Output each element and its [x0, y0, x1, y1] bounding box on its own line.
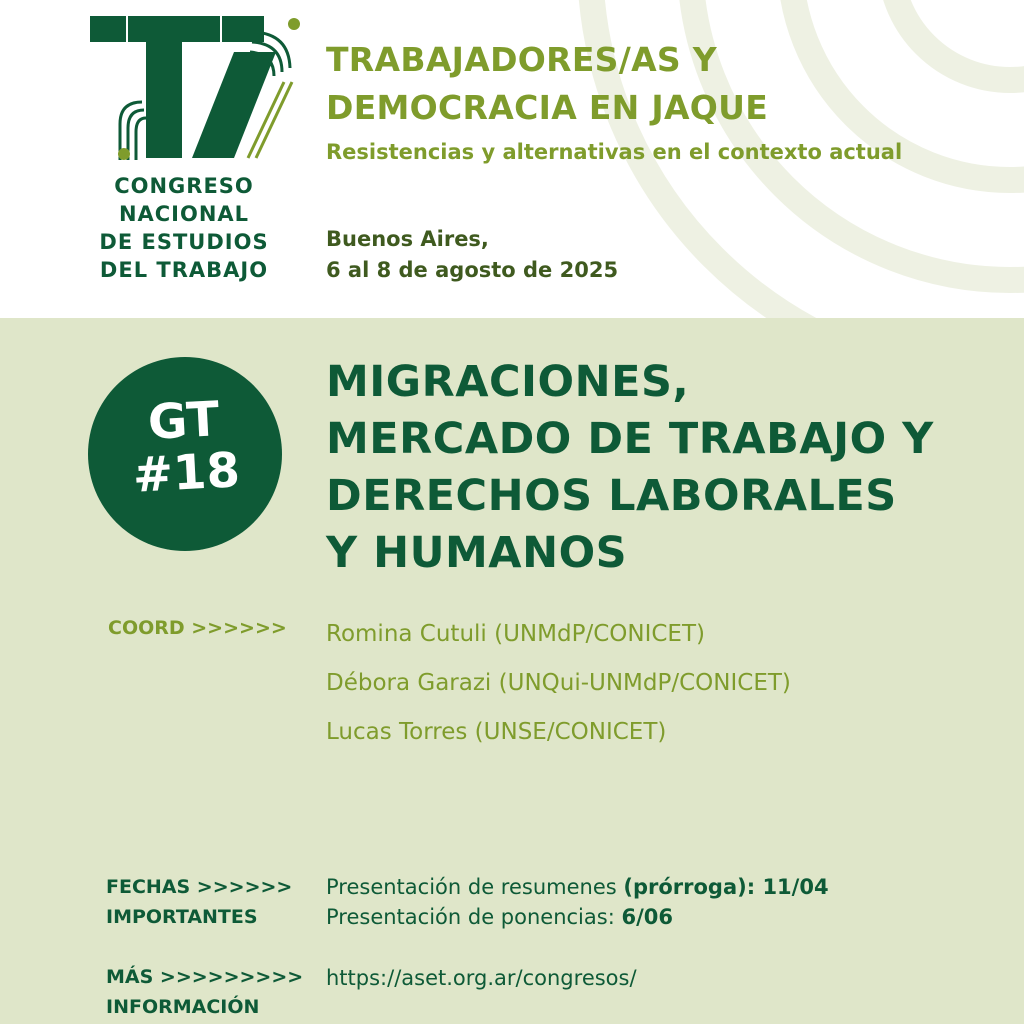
congress-subtitle: Resistencias y alternativas en el contexto actual: [326, 140, 903, 164]
group-title-line: MERCADO DE TRABAJO Y: [326, 414, 934, 464]
more-info-link[interactable]: https://aset.org.ar/congresos/: [326, 966, 637, 990]
coordinator-list: [326, 610, 791, 757]
working-group-title: [326, 354, 934, 582]
header-section: [0, 0, 1024, 318]
paper-deadline-text: Presentación de ponencias:: [326, 905, 622, 929]
logo-wordmark: [84, 172, 284, 284]
title-line-2: DEMOCRACIA EN JAQUE: [326, 88, 769, 127]
dates-label-line-1: FECHAS >>>>>>: [106, 876, 293, 898]
group-title-line: Y HUMANOS: [326, 528, 628, 578]
location-dates: [326, 224, 618, 286]
gt-badge-line-2: #18: [131, 442, 242, 504]
coordinator-name: Lucas Torres (UNSE/CONICET): [326, 719, 667, 745]
congress-title: [326, 36, 768, 132]
logo-line: CONGRESO: [114, 174, 254, 198]
paper-deadline-date: 6/06: [621, 905, 673, 929]
title-line-1: TRABAJADORES/AS Y: [326, 40, 717, 79]
more-info-label: [106, 962, 303, 1022]
abstract-deadline-date: (prórroga): 11/04: [623, 875, 829, 899]
dates-label-line-2: IMPORTANTES: [106, 906, 258, 928]
more-info-label-line-1: MÁS >>>>>>>>>: [106, 966, 304, 988]
coord-label: COORD >>>>>>: [108, 617, 287, 639]
gt-badge-text: [85, 390, 284, 504]
event-dates: 6 al 8 de agosto de 2025: [326, 258, 619, 282]
abstract-deadline-text: Presentación de resumenes: [326, 875, 624, 899]
coordinator-name: Romina Cutuli (UNMdP/CONICET): [326, 621, 705, 647]
logo-line: DE ESTUDIOS: [99, 230, 269, 254]
group-title-line: DERECHOS LABORALES: [326, 471, 897, 521]
gt-badge-line-1: GT: [146, 391, 221, 451]
logo-line: DEL TRABAJO: [99, 258, 269, 282]
abstract-deadline: [326, 872, 829, 902]
congress-logo-17: [84, 12, 306, 162]
paper-deadline: [326, 902, 829, 932]
group-title-line: MIGRACIONES,: [326, 357, 690, 407]
dates-label: [106, 872, 292, 932]
city: Buenos Aires,: [326, 227, 489, 251]
important-dates: [326, 872, 829, 932]
gt-badge: [88, 357, 282, 551]
coordinator-name: Débora Garazi (UNQui-UNMdP/CONICET): [326, 670, 791, 696]
logo-line: NACIONAL: [118, 202, 250, 226]
more-info-label-line-2: INFORMACIÓN: [106, 996, 260, 1018]
